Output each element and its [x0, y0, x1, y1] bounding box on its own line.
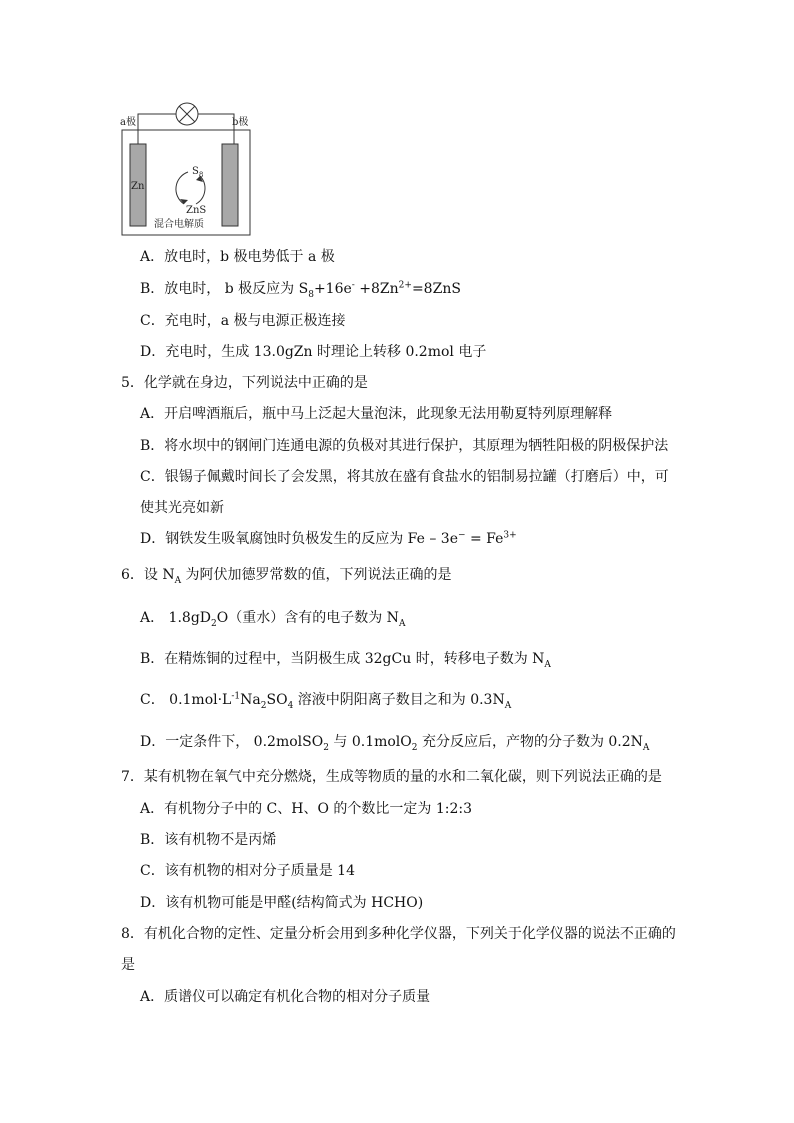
q6-option-b: B．在精炼铜的过程中，当阴极生成 32gCu 时，转移电子数为 $N_A$ — [140, 651, 551, 670]
q4-option-b: B．放电时， b 极反应为 $S_8+16e^- +8Zn^{2+}=8ZnS$ — [140, 280, 461, 300]
q7-option-a: A．有机物分子中的 C、H、O 的个数比一定为 1:2:3 — [140, 801, 473, 817]
q8-stem-line1: 8．有机化合物的定性、定量分析会用到多种化学仪器，下列关于化学仪器的说法不正确的 — [121, 926, 676, 942]
wire-right — [198, 114, 234, 144]
electrode-b — [222, 144, 238, 226]
q7-option-b: B．该有机物不是丙烯 — [140, 832, 277, 848]
q4-option-c: C．充电时，a 极与电源正极连接 — [140, 313, 346, 329]
q5-option-c-line2: 使其光亮如新 — [140, 500, 224, 516]
q6-option-c: C． $0.1mol\cdot L^{-1}Na_2SO_4$ 溶液中阴阳离子数目之和为 $0.3N_A$ — [140, 691, 512, 711]
q6-option-d: D．一定条件下， 0.2molSO$_2$ 与 0.1molO$_2$ 充分反应后，产物的分子数为 $0.2N_A$ — [140, 734, 650, 753]
q5-stem: 5．化学就在身边，下列说法中正确的是 — [121, 375, 368, 391]
label-b-electrode: b极 — [232, 117, 249, 128]
label-electrolyte: 混合电解质 — [154, 219, 204, 230]
label-zn: Zn — [131, 181, 145, 192]
q7-option-d: D．该有机物可能是甲醛(结构简式为 HCHO) — [140, 895, 424, 911]
q7-stem: 7．某有机物在氧气中充分燃烧，生成等物质的量的水和二氧化碳，则下列说法正确的是 — [121, 769, 662, 785]
q6-stem: 6．设 $N_A$ 为阿伏加德罗常数的值，下列说法正确的是 — [121, 567, 452, 586]
q5-option-c-line1: C．银锡子佩戴时间长了会发黑，将其放在盛有食盐水的铝制易拉罐（打磨后）中，可 — [140, 469, 669, 485]
q4-option-d: D．充电时，生成 13.0gZn 时理论上转移 0.2mol 电子 — [140, 344, 487, 360]
q8-option-a: A．质谱仪可以确定有机化合物的相对分子质量 — [140, 989, 431, 1005]
q4-option-a: A．放电时，b 极电势低于 a 极 — [140, 249, 335, 265]
q5-option-a: A．开启啤酒瓶后，瓶中马上泛起大量泡沫，此现象无法用勒夏特列原理解释 — [140, 406, 613, 422]
q8-stem-line2: 是 — [121, 957, 135, 973]
label-s8: $S_8$ — [192, 166, 204, 179]
q5-option-d: D．钢铁发生吸氧腐蚀时负极发生的反应为 $Fe - 3e^- = Fe^{3+}$ — [140, 530, 517, 547]
label-zns: ZnS — [186, 205, 207, 216]
arrow-down-icon — [176, 172, 188, 204]
q7-option-c: C．该有机物的相对分子质量是 14 — [140, 863, 355, 879]
q5-option-b: B．将水坝中的钢闸门连通电源的负极对其进行保护，其原理为牺牲阳极的阴极保护法 — [140, 438, 669, 454]
label-a-electrode: a极 — [120, 117, 136, 128]
battery-diagram — [116, 100, 256, 238]
q6-option-a: A． $1.8gD_2O$（重水）含有的电子数为 $N_A$ — [140, 610, 406, 629]
lamp-icon — [176, 103, 198, 125]
wire-left — [138, 114, 176, 144]
